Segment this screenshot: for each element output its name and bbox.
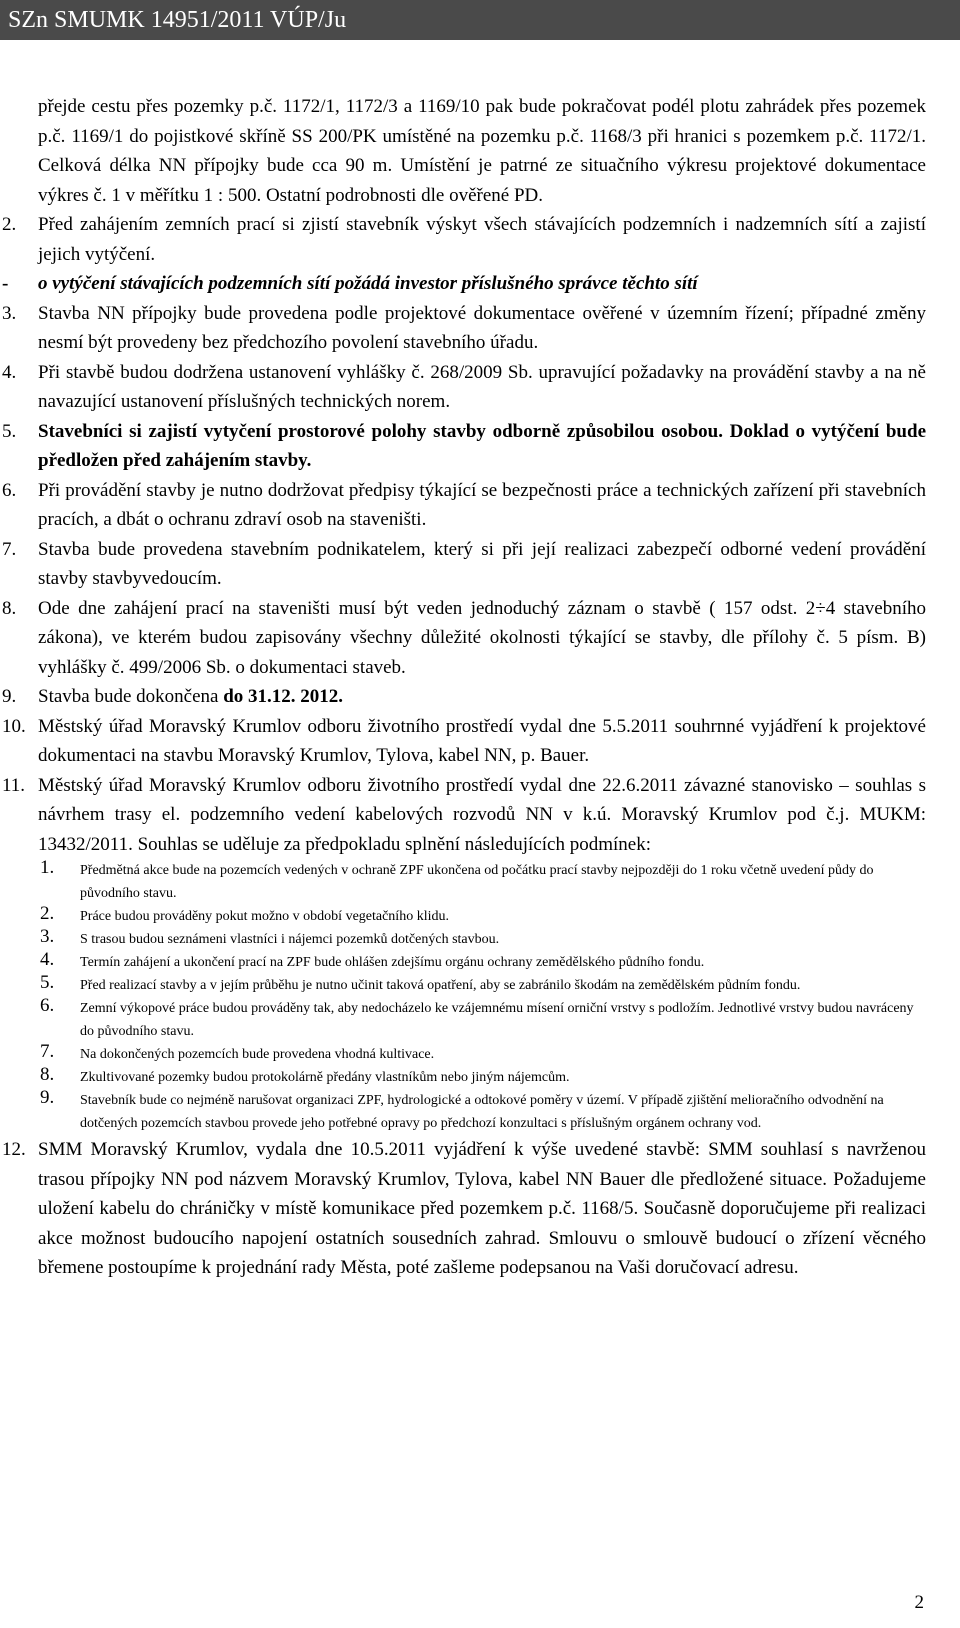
item-number: 12. bbox=[2, 1139, 26, 1160]
item-text: Před zahájením zemních prací si zjistí stavebník výskyt všech stávajících podzemních i nadzemních sítí a zajistí jejich vytýčení. bbox=[38, 214, 926, 265]
condition-number: 5. bbox=[40, 972, 55, 993]
condition-text: Stavebník bude co nejméně narušovat organizaci ZPF, hydrologické a odtokové poměry v území. V případě zjištění melioračního odvodnění na dotčených pozemcích stavbou provede jeho potřebné opravy po předchozí konzultaci s příslušným orgánem ochrany vod. bbox=[80, 1093, 884, 1131]
condition-text: Na dokončených pozemcích bude provedena vhodná kultivace. bbox=[80, 1047, 435, 1062]
condition-number: 1. bbox=[40, 857, 55, 878]
item-text: Při provádění stavby je nutno dodržovat předpisy týkající se bezpečnosti práce a technických zařízení při stavebních pracích, a dbát o ochranu zdraví osob na staveništi. bbox=[38, 479, 926, 530]
item-number: 2. bbox=[2, 214, 17, 235]
item-text: Městský úřad Moravský Krumlov odboru životního prostředí vydal dne 5.5.2011 souhrnné vyjádření k projektové dokumentaci na stavbu Moravský Krumlov, Tylova, kabel NN, p. Bauer. bbox=[38, 715, 926, 766]
item-number: 3. bbox=[2, 302, 17, 324]
item-text: Při stavbě budou dodržena ustanovení vyhlášky č. 268/2009 Sb. upravující požadavky na provádění stavby a na ně navazující ustanovení příslušných technických norem. bbox=[38, 361, 926, 412]
item-number: 8. bbox=[2, 597, 17, 619]
condition-number: 7. bbox=[40, 1041, 55, 1062]
condition-number: 2. bbox=[40, 903, 55, 924]
item-9 bbox=[0, 682, 960, 712]
condition-1 bbox=[0, 859, 960, 905]
condition-8 bbox=[0, 1066, 960, 1089]
item-2 bbox=[0, 210, 960, 269]
condition-text: S trasou budou seznámeni vlastníci i nájemci pozemků dotčených stavbou. bbox=[80, 932, 500, 947]
condition-3 bbox=[0, 928, 960, 951]
item-text: Stavba bude provedena stavebním podnikatelem, který si při její realizaci zabezpečí odborné vedení provádění stavby stavbyvedoucím. bbox=[38, 538, 926, 589]
completion-date: do 31.12. 2012. bbox=[223, 686, 344, 707]
condition-text: Termín zahájení a ukončení prací na ZPF bude ohlášen zdejšímu orgánu ochrany zemědělského půdního fondu. bbox=[80, 955, 705, 970]
condition-number: 3. bbox=[40, 926, 55, 947]
condition-number: 8. bbox=[40, 1064, 55, 1085]
condition-5 bbox=[0, 974, 960, 997]
item-7 bbox=[0, 535, 960, 594]
item-2-dash bbox=[0, 269, 960, 299]
dash-marker: - bbox=[2, 273, 9, 294]
condition-text: Předmětná akce bude na pozemcích vedených v ochraně ZPF ukončena od počátku prací stavby nejpozději do 1 roku včetně uvedení půdy do původního stavu. bbox=[80, 863, 874, 901]
item-number: 7. bbox=[2, 538, 17, 560]
item-number: 10. bbox=[2, 715, 26, 737]
item-text: SMM Moravský Krumlov, vydala dne 10.5.2011 vyjádření k výše uvedené stavbě: SMM souhlasí s navrženou trasou přípojky NN pod názvem Moravský Krumlov, Tylova, kabel NN Bauer dle předložené situace. Požadujeme uložení kabelu do chráničky v místě komunikace před pozemkem p.č. 1168/5. Současně doporučujeme při realizaci akce možnost budoucího napojení ostatních sousedních zahrad. Smlouvu o smlouvě budoucí o zřízení věcného břemene postoupíme k projednání rady Města, poté zašleme podepsanou na Vaši doručovací adresu. bbox=[38, 1139, 926, 1278]
item-text: Městský úřad Moravský Krumlov odboru životního prostředí vydal dne 22.6.2011 závazné stanovisko – souhlas s návrhem trasy el. podzemního vedení kabelových rozvodů NN v k.ú. Moravský Krumlov pod č.j. MUKM: 13432/2011. Souhlas se uděluje za předpokladu splnění následujících podmínek: bbox=[38, 774, 926, 855]
item-text: Stavba bude dokončena bbox=[38, 686, 224, 707]
condition-text: Zemní výkopové práce budou prováděny tak, aby nedocházelo ke vzájemnému mísení orniční vrstvy s podložím. Jednotlivé vrstvy budou navráceny do původního stavu. bbox=[80, 1001, 914, 1039]
document-body bbox=[0, 92, 960, 1283]
condition-number: 6. bbox=[40, 995, 55, 1016]
item-text: Stavebníci si zajistí vytyčení prostorové polohy stavby odborně způsobilou osobou. Doklad o vytýčení bude předložen před zahájením stavby. bbox=[38, 420, 926, 471]
condition-text: Práce budou prováděny pokut možno v období vegetačního klidu. bbox=[80, 909, 449, 924]
condition-number: 9. bbox=[40, 1087, 55, 1108]
condition-text: Zkultivované pozemky budou protokolárně předány vlastníkům nebo jiným nájemcům. bbox=[80, 1070, 570, 1085]
page-number: 2 bbox=[914, 1592, 924, 1613]
condition-2 bbox=[0, 905, 960, 928]
item-text: Stavba NN přípojky bude provedena podle projektové dokumentace ověřené v územním řízení; případné změny nesmí být provedeny bez předchozího povolení stavebního úřadu. bbox=[38, 302, 926, 353]
item-number: 4. bbox=[2, 361, 17, 383]
item-10 bbox=[0, 712, 960, 771]
item-12 bbox=[0, 1135, 960, 1283]
item-6 bbox=[0, 476, 960, 535]
document-reference: SZn SMUMK 14951/2011 VÚP/Ju bbox=[8, 7, 347, 33]
item-number: 11. bbox=[2, 774, 26, 796]
item-5 bbox=[0, 417, 960, 476]
condition-6 bbox=[0, 997, 960, 1043]
item-number: 9. bbox=[2, 686, 17, 707]
condition-number: 4. bbox=[40, 949, 55, 970]
intro-paragraph: přejde cestu přes pozemky p.č. 1172/1, 1172/3 a 1169/10 pak bude pokračovat podél plotu zahrádek přes pozemek p.č. 1169/1 do pojistkové skříně SS 200/PK umístěné na pozemku p.č. 1168/3 při hranici s pozemkem p.č. 1172/1. Celková délka NN přípojky bude cca 90 m. Umístění je patrné ze situačního výkresu projektové dokumentace výkres č. 1 v měřítku 1 : 500. Ostatní podrobnosti dle ověřené PD. bbox=[38, 96, 926, 206]
document-header bbox=[0, 0, 960, 40]
item-3 bbox=[0, 299, 960, 358]
item-11 bbox=[0, 771, 960, 860]
item-4 bbox=[0, 358, 960, 417]
condition-9 bbox=[0, 1089, 960, 1135]
item-number: 6. bbox=[2, 479, 17, 501]
item-8 bbox=[0, 594, 960, 683]
condition-4 bbox=[0, 951, 960, 974]
item-number: 5. bbox=[2, 420, 17, 442]
condition-7 bbox=[0, 1043, 960, 1066]
item-text: Ode dne zahájení prací na staveništi musí být veden jednoduchý záznam o stavbě ( 157 odst. 2÷4 stavebního zákona), ve kterém budou zapisovány všechny důležité okolnosti týkající se stavby, dle přílohy č. 5 písm. B) vyhlášky č. 499/2006 Sb. o dokumentaci staveb. bbox=[38, 597, 926, 678]
dash-text: o vytýčení stávajících podzemních sítí požádá investor příslušného správce těchto sítí bbox=[38, 273, 698, 294]
condition-text: Před realizací stavby a v jejím průběhu je nutno učinit taková opatření, aby se zabránilo škodám na zemědělském půdním fondu. bbox=[80, 978, 801, 993]
